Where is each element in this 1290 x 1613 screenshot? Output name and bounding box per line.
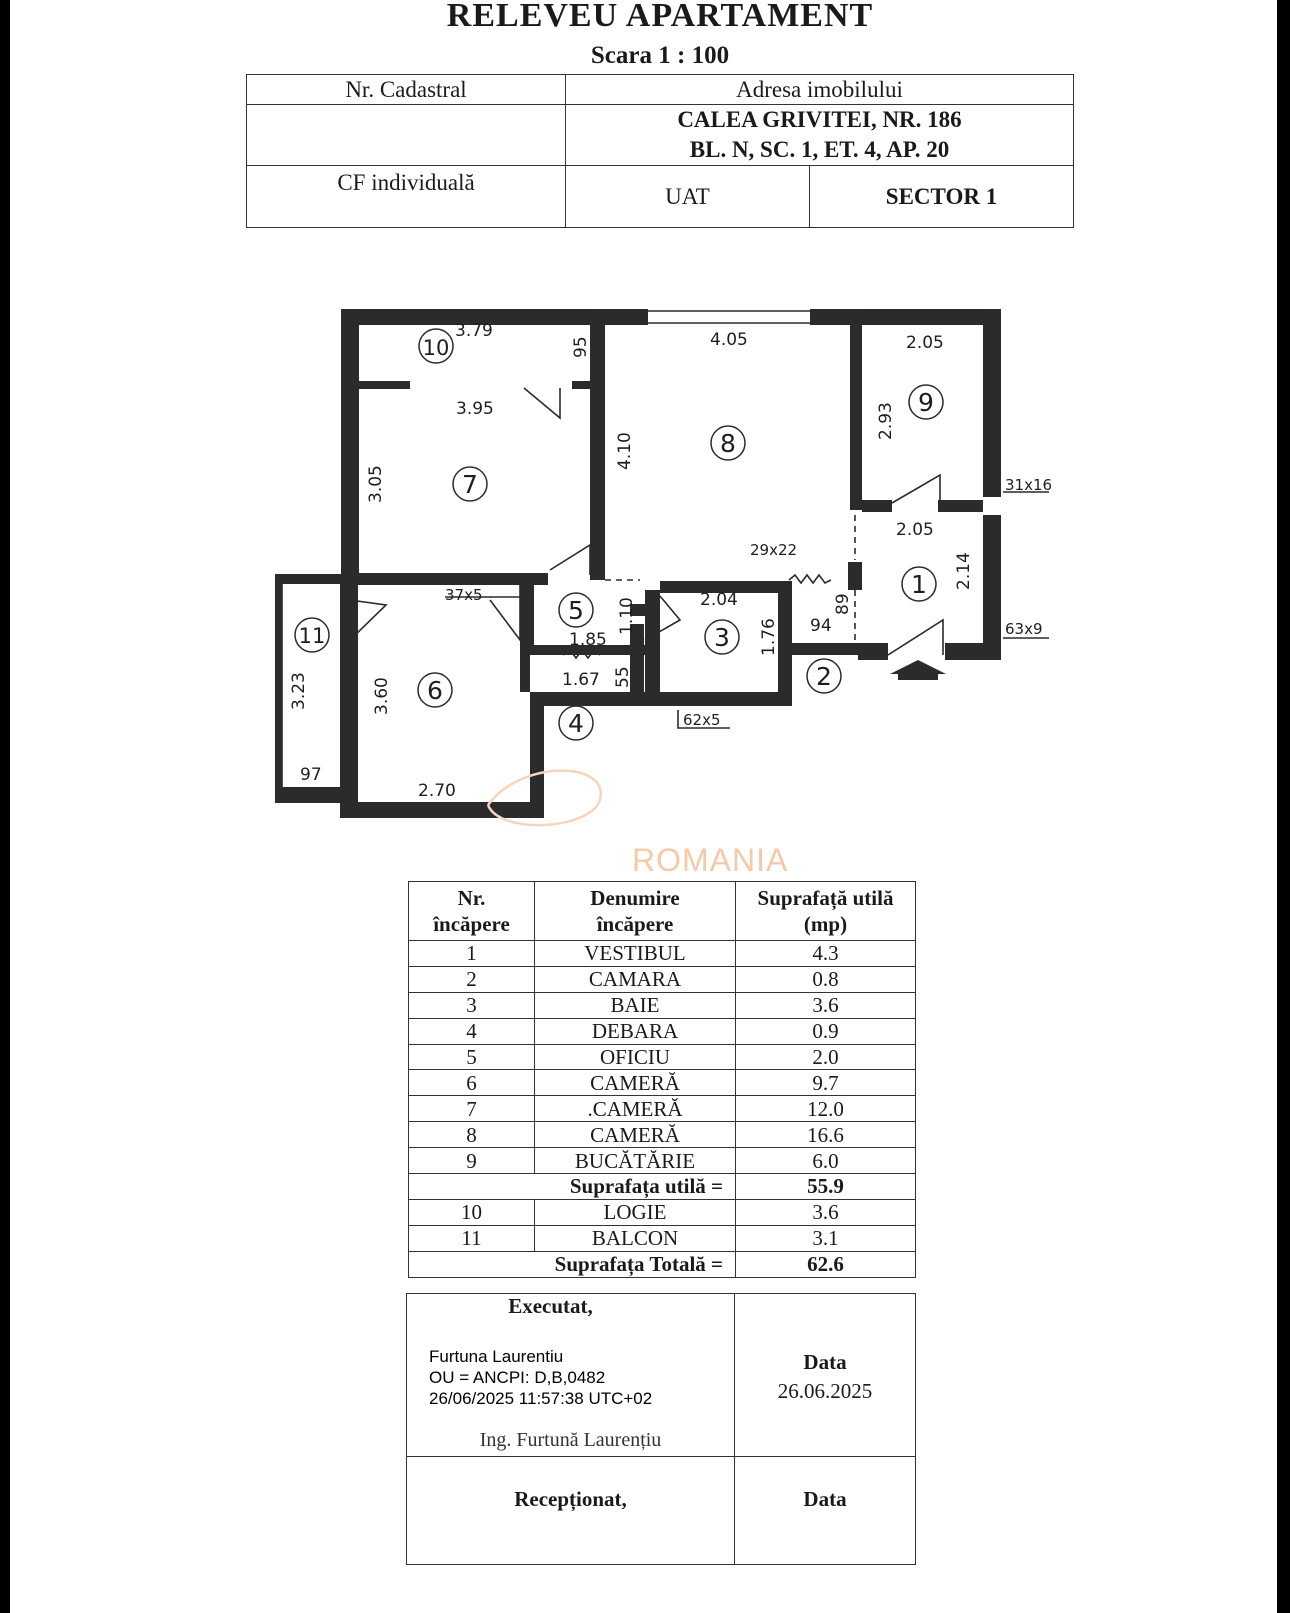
dim-text: 55 [613, 666, 633, 688]
dim-text: 94 [810, 616, 832, 636]
room-nr: 8 [409, 1122, 535, 1148]
plan-room-10: 10 [422, 336, 450, 360]
room-name: OFICIU [535, 1044, 736, 1070]
table-row [409, 992, 916, 1018]
dim-text: 2.70 [418, 781, 456, 801]
executed-cell [407, 1294, 735, 1457]
watermark-text: ROMANIA [632, 842, 789, 878]
room-area: 3.6 [736, 992, 916, 1018]
document-title: RELEVEU APARTAMENT [446, 0, 874, 34]
room-area: 9.7 [736, 1070, 916, 1096]
room-area: 12.0 [736, 1096, 916, 1122]
date-label-2: Data [803, 1487, 847, 1511]
table-row [409, 941, 916, 967]
table-row [409, 1096, 916, 1122]
room-nr: 11 [409, 1225, 535, 1251]
room-nr: 9 [409, 1148, 535, 1174]
dim-text: 1.67 [562, 670, 600, 690]
room-name: BAIE [535, 992, 736, 1018]
room-area: 4.3 [736, 941, 916, 967]
plan-room-7: 7 [462, 470, 478, 499]
header-text: Nr. [457, 886, 486, 910]
room-area: 2.0 [736, 1044, 916, 1070]
plan-room-11: 11 [298, 624, 326, 648]
table-row [409, 1225, 916, 1251]
uat-label: UAT [566, 166, 810, 228]
dim-text: 37x5 [445, 586, 483, 604]
rooms-header-area [736, 882, 916, 941]
plan-room-3: 3 [714, 623, 730, 652]
engineer-name: Ing. Furtună Laurențiu [479, 1429, 662, 1451]
room-area: 16.6 [736, 1122, 916, 1148]
rooms-header-nr [409, 882, 535, 941]
room-area: 0.9 [736, 1018, 916, 1044]
rooms-table [408, 881, 916, 1278]
plan-room-4: 4 [568, 709, 584, 738]
room-name: LOGIE [535, 1199, 736, 1225]
table-row [409, 1018, 916, 1044]
dim-text: 3.05 [366, 465, 386, 503]
subtotal-row [409, 1174, 916, 1200]
room-area: 3.6 [736, 1199, 916, 1225]
dim-text: 3.60 [372, 677, 392, 715]
document-scale: Scara 1 : 100 [590, 42, 730, 69]
table-row [409, 1148, 916, 1174]
cf-label: CF individuală [247, 166, 566, 228]
date-cell-2 [735, 1457, 916, 1565]
signature-name: Furtuna Laurentiu [429, 1347, 564, 1366]
address-line-1: CALEA GRIVITEI, NR. 186 [677, 107, 962, 132]
room-nr: 5 [409, 1044, 535, 1070]
room-area: 6.0 [736, 1148, 916, 1174]
room-name: CAMERĂ [535, 1122, 736, 1148]
digital-signature [429, 1346, 652, 1409]
total-value: 62.6 [736, 1251, 916, 1277]
total-label: Suprafața Totală = [409, 1251, 736, 1277]
subtotal-value: 55.9 [736, 1174, 916, 1200]
date-cell [735, 1294, 916, 1457]
dim-text: 62x5 [683, 711, 721, 729]
dim-text: 4.10 [615, 432, 635, 470]
table-row [409, 1122, 916, 1148]
room-nr: 4 [409, 1018, 535, 1044]
table-row [409, 1199, 916, 1225]
table-row [409, 1070, 916, 1096]
received-cell [407, 1457, 735, 1565]
total-row [409, 1251, 916, 1277]
dim-text: 97 [300, 765, 322, 785]
address-line-2: BL. N, SC. 1, ET. 4, AP. 20 [689, 137, 950, 162]
dim-text: 1.10 [617, 597, 637, 635]
plan-room-8: 8 [720, 429, 736, 458]
dim-text: 31x16 [1005, 476, 1053, 494]
room-name: BALCON [535, 1225, 736, 1251]
address-label: Adresa imobilului [566, 75, 1074, 105]
received-label: Recepționat, [514, 1487, 627, 1511]
plan-room-5: 5 [568, 596, 584, 625]
room-nr: 1 [409, 941, 535, 967]
dim-text: 2.05 [906, 333, 944, 353]
subtotal-label: Suprafața utilă = [409, 1174, 736, 1200]
dim-text: 2.14 [954, 552, 974, 590]
room-name: VESTIBUL [535, 941, 736, 967]
room-name: DEBARA [535, 1018, 736, 1044]
signature-ou: OU = ANCPI: D,B,0482 [429, 1368, 606, 1387]
header-text: (mp) [803, 912, 848, 936]
dim-text: 2.05 [896, 520, 934, 540]
room-name: BUCĂTĂRIE [535, 1148, 736, 1174]
table-row [409, 966, 916, 992]
plan-walls [275, 309, 1001, 818]
room-name: CAMARA [535, 966, 736, 992]
table-row [409, 1044, 916, 1070]
entrance-arrow-icon [890, 660, 946, 680]
header-text: Suprafață utilă [757, 886, 894, 910]
signature-table [406, 1293, 916, 1565]
room-area: 0.8 [736, 966, 916, 992]
room-nr: 2 [409, 966, 535, 992]
dim-text: 89 [833, 593, 853, 615]
plan-room-2: 2 [816, 662, 832, 691]
plan-room-6: 6 [427, 676, 443, 705]
room-name: CAMERĂ [535, 1070, 736, 1096]
cadastral-label: Nr. Cadastral [247, 75, 566, 105]
header-text: încăpere [596, 912, 674, 936]
room-nr: 10 [409, 1199, 535, 1225]
dim-text: 63x9 [1005, 620, 1043, 638]
date-value: 26.06.2025 [777, 1379, 873, 1403]
room-nr: 7 [409, 1096, 535, 1122]
room-area: 3.1 [736, 1225, 916, 1251]
dim-text: 1.76 [759, 618, 779, 656]
plan-room-1: 1 [911, 570, 927, 599]
date-label: Data [803, 1350, 847, 1374]
dim-text: 1.85 [569, 630, 607, 650]
plan-room-9: 9 [918, 388, 934, 417]
dim-text: 2.04 [700, 590, 738, 610]
dim-text: 95 [571, 336, 591, 358]
executed-label: Executat, [508, 1294, 593, 1318]
dim-text: 4.05 [710, 330, 748, 350]
rooms-header-name [535, 882, 736, 941]
room-nr: 3 [409, 992, 535, 1018]
header-text: încăpere [433, 912, 510, 936]
dim-text: 29x22 [750, 541, 798, 559]
room-name: .CAMERĂ [535, 1096, 736, 1122]
signature-timestamp: 26/06/2025 11:57:38 UTC+02 [429, 1389, 653, 1408]
header-text: Denumire [590, 886, 680, 910]
plan-dimensions [289, 321, 1052, 801]
dim-text: 3.23 [289, 672, 309, 710]
dim-text: 3.79 [455, 321, 493, 341]
uat-value: SECTOR 1 [810, 166, 1074, 228]
dim-text: 3.95 [456, 399, 494, 419]
dim-text: 2.93 [876, 402, 896, 440]
room-nr: 6 [409, 1070, 535, 1096]
